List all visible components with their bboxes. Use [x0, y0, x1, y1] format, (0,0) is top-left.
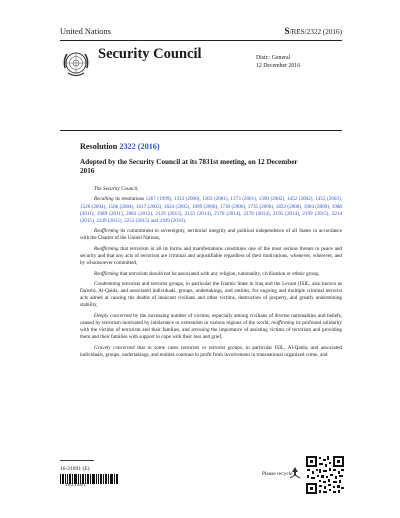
paragraph-recalling: Recalling its resolutions 1267 (1999), 1333 (2000), 1363 (2001), 1373 (2001), 1390 (2002), 1452 (2002), 1455 (2003), 1526 (2004), 1566 (2004), 1617 (2005), 1624 (2005), 1699 (2006), 1730 (2006), 1735 (2006), 1822 (2008), 1904 (2009), 1988 (2011), 1989 (2011), 2083 (2012), 2129 (2013), 2133 (2014), 2170 (2014), 2178 (2014), 2195 (2014), 2199 (2015), 2214 (2015), 2249 (2015), 2253 (2015) and 2309 (2016),	[80, 196, 342, 224]
paragraph-reaffirming-1: Reaffirming its commitment to sovereignty, territorial integrity and political independence of all States in accordance with the Charter of the United Nations,	[80, 228, 342, 242]
header-rule	[60, 40, 342, 41]
resolution-heading	[80, 142, 160, 151]
paragraph-condemning: Condemning terrorists and terrorist groups, in particular the Islamic State in Iraq and the Levant (ISIL, also known as Da'esh), Al-Qaida, and associated individuals, groups, undertakings, and entities, for ongoing and multiple criminal terrorist acts aimed at causing the deaths of innocent civilians and other victims, destruction of property, and greatly undermining stability,	[80, 280, 342, 309]
paragraph-gravely-concerned: Gravely concerned that in some cases terrorists or terrorist groups, in particular ISIL, Al-Qaida, and associated individuals, groups, undertakings, and entities continue to profit from involvement in transnational organized crime, and	[80, 344, 342, 358]
symbol-prefix: S	[284, 26, 290, 36]
distribution: Distr.: General	[256, 55, 291, 61]
paragraph-deeply-concerned: Deeply concerned by the increasing number of victims, especially among civilians of diverse nationalities and beliefs, caused by terrorism motivated by intolerance or extremism in various regions of the world, reaffirming its profound solidarity with the victims of terrorism and their families, and stressing the importance of assisting victims of terrorism and providing them and their families with support to cope with their loss and grief,	[80, 312, 343, 341]
paragraph-reaffirming-2: Reaffirming that terrorism in all its forms and manifestations constitutes one of the most serious threats to peace and security and that any acts of terrorism are criminal and unjustifiable regardless of their motivations, whenever, wherever, and by whomsoever committed,	[80, 245, 342, 267]
document-number: 16-21891 (E)	[60, 466, 90, 472]
distribution-info	[256, 54, 300, 70]
title-rule	[60, 130, 342, 131]
qr-code-icon	[305, 455, 345, 495]
top-line	[60, 26, 342, 36]
resolution-body	[80, 186, 342, 362]
symbol-number: /RES/2322 (2016)	[289, 28, 342, 36]
document-symbol	[284, 26, 342, 36]
council-title: Security Council	[98, 46, 202, 62]
resolution-label: Resolution	[80, 142, 120, 151]
adoption-statement: Adopted by the Security Council at its 7831st meeting, on 12 December 2016	[80, 158, 298, 176]
barcode-icon	[60, 474, 118, 484]
recycle-notice: Please recycle	[262, 471, 293, 477]
barcode-text: *1621891*	[62, 484, 90, 488]
document-date: 12 December 2016	[256, 63, 301, 69]
paragraph-reaffirming-3: Reaffirming that terrorism should not be associated with any religion, nationality, civilization or ethnic group,	[94, 270, 320, 277]
organization-name: United Nations	[60, 27, 111, 36]
preamble-opening: The Security Council,	[94, 186, 139, 192]
resolution-links[interactable]: 1267 (1999), 1333 (2000), 1363 (2001), 1373 (2001), 1390 (2002), 1452 (2002), 1455 (2003), 1526 (2004), 1566 (2004), 1617 (2005), 1624 (2005), 1699 (2006), 1730 (2006), 1735 (2006), 1822 (2008), 1904 (2009), 1988 (2011), 1989 (2011), 2083 (2012), 2129 (2013), 2133 (2014), 2170 (2014), 2178 (2014), 2195 (2014), 2199 (2015), 2214 (2015), 2249 (2015), 2253 (2015) and 2309 (2016)	[80, 196, 342, 224]
un-emblem-icon	[60, 48, 92, 80]
footer-rule	[60, 460, 94, 461]
resolution-number-link[interactable]: 2322 (2016)	[119, 142, 160, 151]
recycle-icon	[289, 466, 301, 480]
